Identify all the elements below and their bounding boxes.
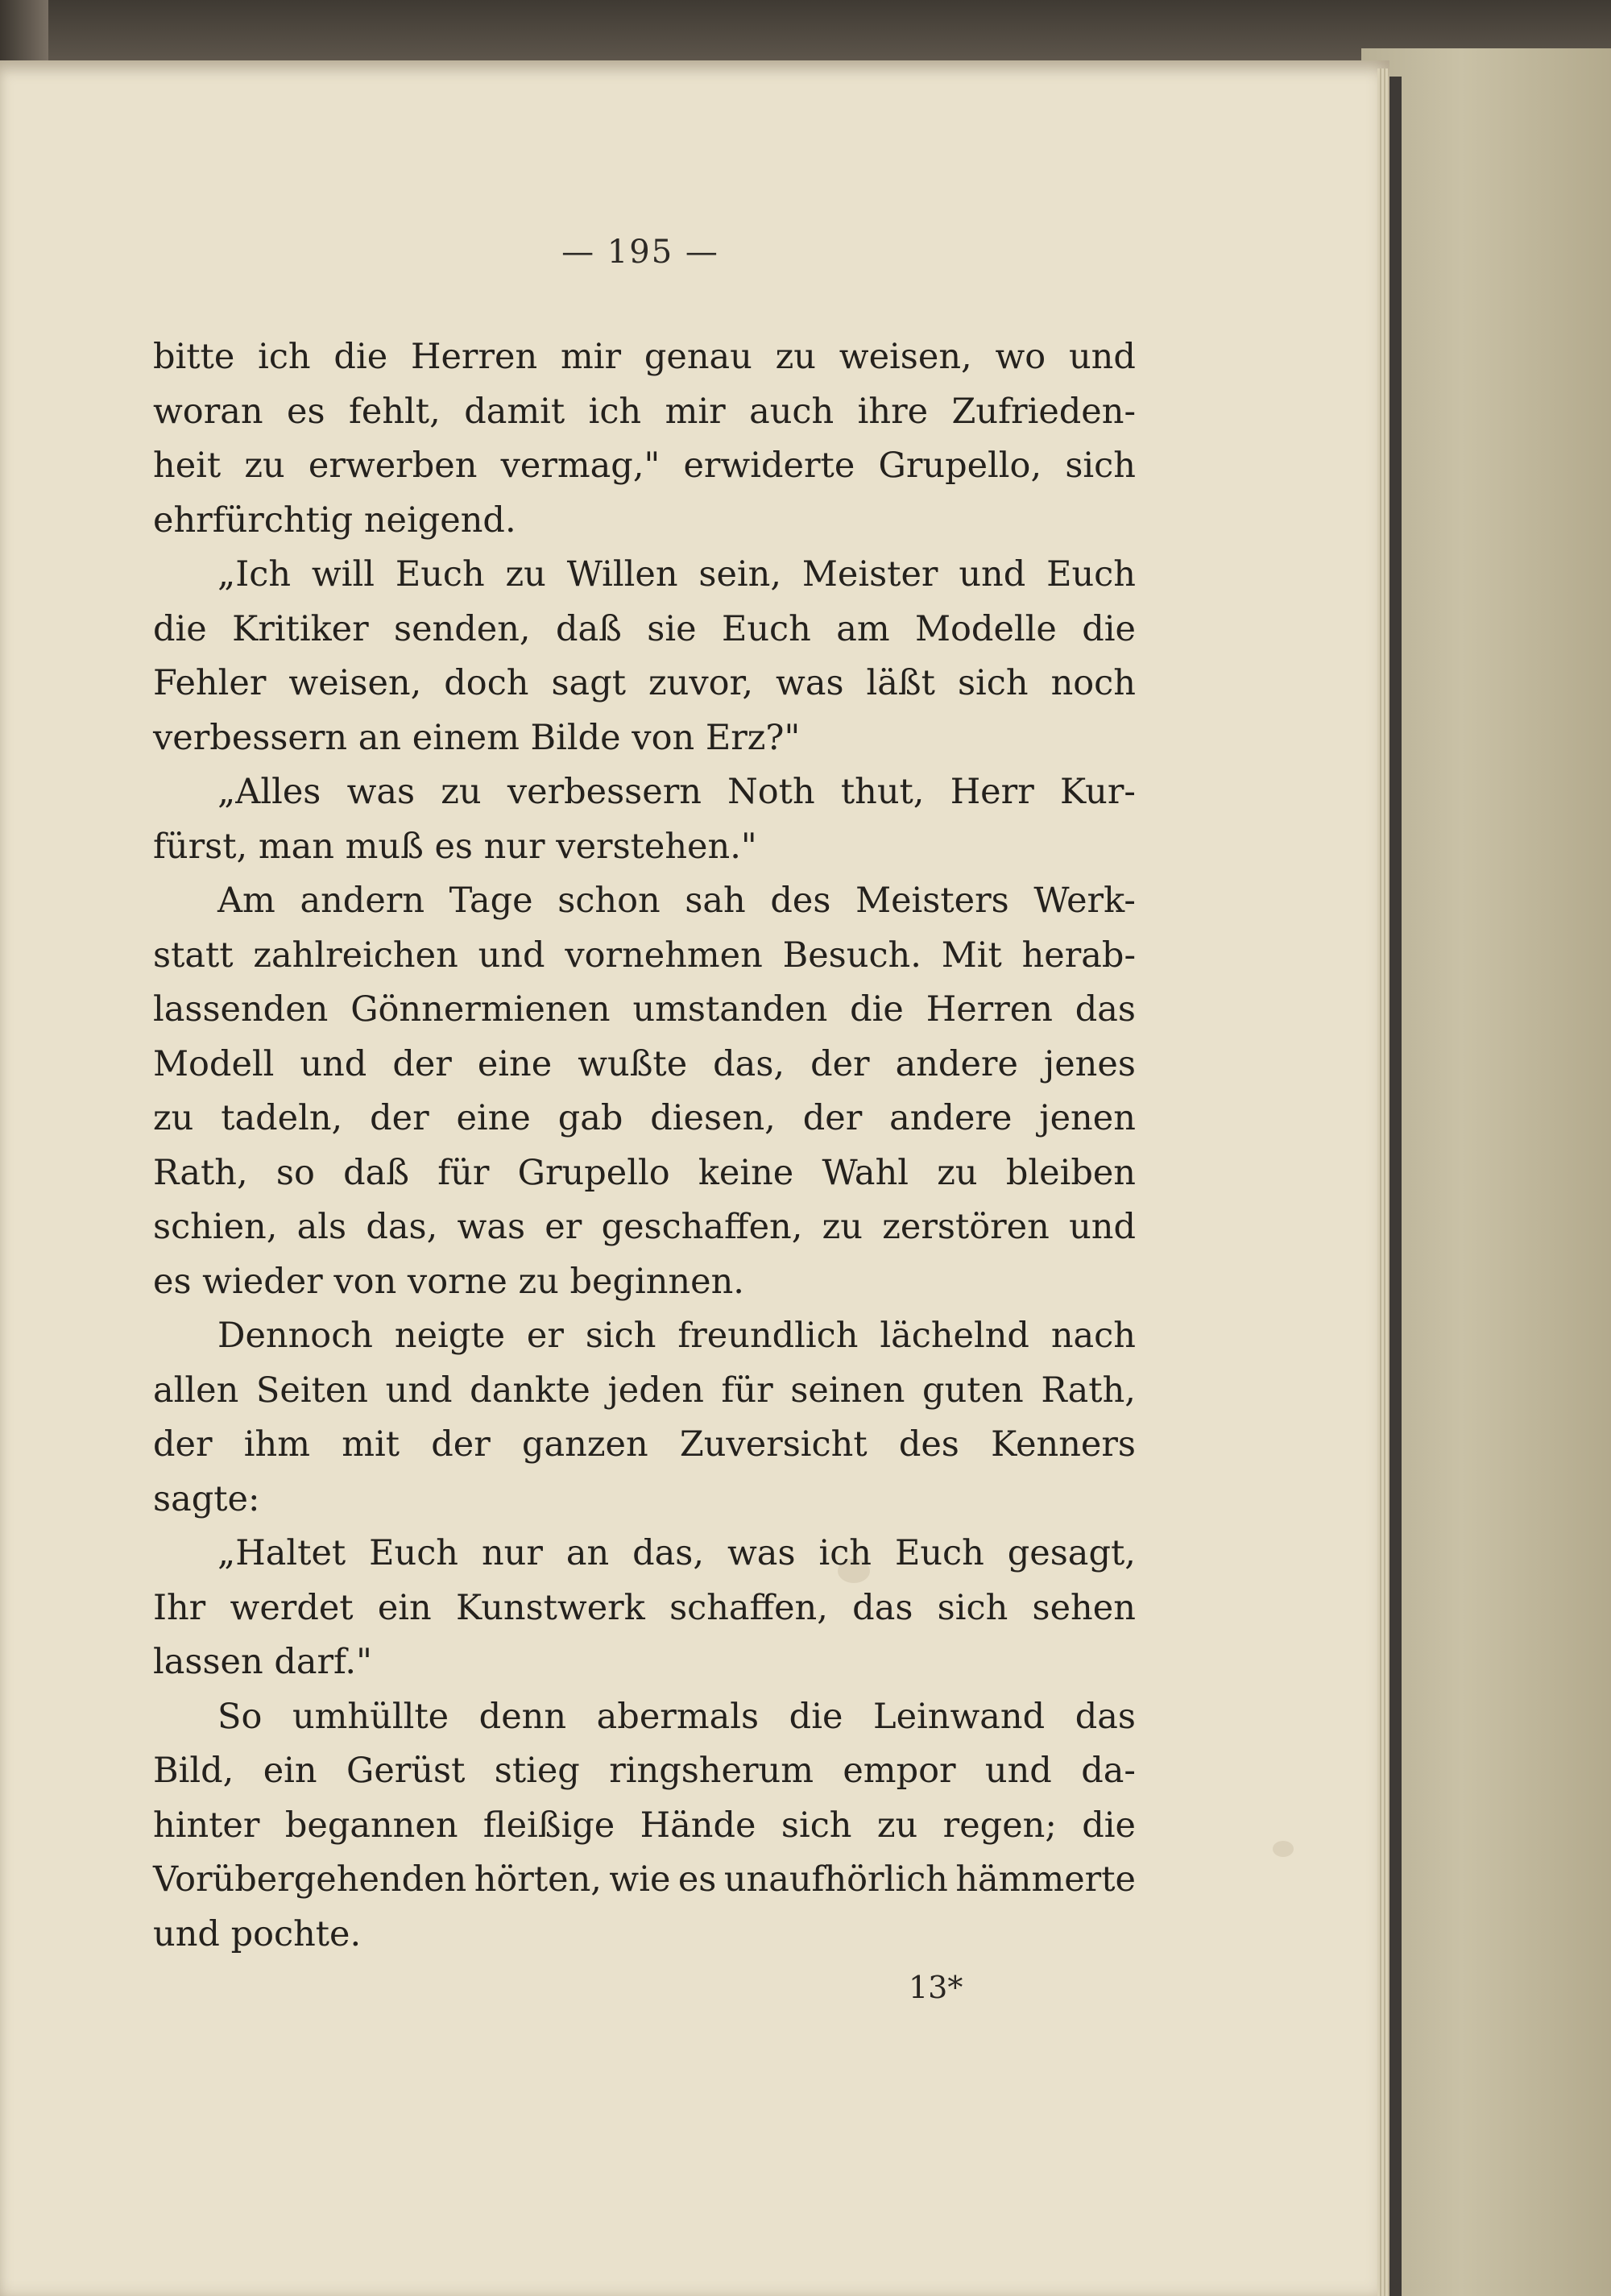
- word: der: [802, 1098, 863, 1138]
- word: begannen: [284, 1805, 458, 1846]
- word: lassenden: [153, 989, 329, 1030]
- word: Ihr: [153, 1587, 206, 1628]
- word: Zuversicht: [679, 1424, 868, 1465]
- word: Herren: [926, 989, 1053, 1030]
- word: ihm: [243, 1424, 310, 1465]
- word: und: [984, 1751, 1052, 1791]
- word: thut,: [840, 772, 925, 812]
- word: guten: [922, 1370, 1024, 1411]
- word: gesagt,: [1007, 1533, 1136, 1573]
- text-line: [153, 385, 1136, 440]
- word: zu: [876, 1805, 918, 1846]
- word: sein,: [698, 554, 782, 595]
- word: mir: [560, 337, 622, 377]
- paper-stain: [1273, 1841, 1294, 1857]
- word: umstanden: [632, 989, 828, 1030]
- body-text: [153, 330, 1136, 1962]
- word: das: [852, 1587, 913, 1628]
- word: die: [1082, 608, 1136, 649]
- word: Tage: [449, 881, 533, 921]
- word: zahlreichen: [253, 935, 458, 976]
- word: eine: [477, 1043, 553, 1084]
- text-line: [153, 874, 1136, 929]
- word: mit: [342, 1424, 400, 1465]
- word: das,: [632, 1533, 705, 1573]
- word: daß: [555, 608, 622, 649]
- word: andere: [895, 1043, 1018, 1084]
- word: Werk-: [1033, 881, 1136, 921]
- word: ich: [258, 337, 311, 377]
- word: er: [526, 1316, 564, 1356]
- word: Fehler: [153, 663, 267, 703]
- text-line: lassen darf.": [153, 1642, 372, 1682]
- text-line: [153, 1799, 1136, 1854]
- signature-mark: 13*: [909, 1970, 963, 2005]
- word: Herr: [950, 772, 1034, 812]
- word: des: [770, 881, 831, 921]
- word: für: [721, 1370, 773, 1411]
- word: zu: [775, 337, 816, 377]
- word: abermals: [596, 1696, 760, 1737]
- text-line: [153, 765, 1136, 820]
- word: ringsherum: [609, 1751, 814, 1791]
- word: die: [333, 337, 388, 377]
- word: lächelnd: [880, 1316, 1029, 1356]
- word: „Haltet: [217, 1533, 346, 1573]
- text-line: [153, 1038, 1136, 1092]
- text-line: [153, 1092, 1136, 1146]
- word: Gönnermienen: [350, 989, 611, 1030]
- word: das,: [713, 1043, 785, 1084]
- word: da-: [1081, 1751, 1136, 1791]
- page-number: — 195 —: [561, 234, 719, 271]
- word: so: [275, 1152, 315, 1193]
- word: Meisters: [855, 881, 1009, 921]
- word: Euch: [369, 1533, 458, 1573]
- word: mir: [665, 391, 726, 432]
- word: Meister: [801, 554, 938, 595]
- word: Vorübergehenden: [153, 1859, 467, 1900]
- word: nur: [481, 1533, 543, 1573]
- text-line: [153, 1581, 1136, 1636]
- word: ein: [377, 1587, 432, 1628]
- word: jenes: [1043, 1043, 1136, 1084]
- word: denn: [478, 1696, 567, 1737]
- word: was: [457, 1207, 526, 1247]
- word: ich: [588, 391, 642, 432]
- word: will: [311, 554, 375, 595]
- text-line: [153, 330, 1136, 385]
- word: andere: [889, 1098, 1013, 1138]
- word: Herren: [410, 337, 538, 377]
- word: daß: [343, 1152, 409, 1193]
- word: fleißige: [482, 1805, 615, 1846]
- word: noch: [1050, 663, 1136, 703]
- text-line: [153, 1418, 1136, 1473]
- word: Rath,: [1041, 1370, 1136, 1411]
- word: an: [565, 1533, 610, 1573]
- word: sie: [647, 608, 697, 649]
- word: Dennoch: [217, 1316, 373, 1356]
- word: sehen: [1032, 1587, 1136, 1628]
- word: vermag,": [500, 446, 661, 486]
- word: Euch: [395, 554, 485, 595]
- word: und: [300, 1043, 367, 1084]
- word: ein: [263, 1751, 317, 1791]
- word: es: [287, 391, 325, 432]
- word: ihre: [857, 391, 929, 432]
- text-line: [153, 1744, 1136, 1799]
- word: genau: [644, 337, 752, 377]
- word: läßt: [866, 663, 935, 703]
- word: zuvor,: [648, 663, 754, 703]
- text-line: verbessern an einem Bilde von Erz?": [153, 717, 801, 758]
- word: diesen,: [650, 1098, 776, 1138]
- text-line: [153, 439, 1136, 494]
- word: stieg: [494, 1751, 580, 1791]
- word: als: [296, 1207, 347, 1247]
- word: Modell: [153, 1043, 275, 1084]
- text-line: es wieder von vorne zu beginnen.: [153, 1261, 744, 1302]
- word: neigte: [394, 1316, 506, 1356]
- word: Am: [217, 881, 275, 921]
- word: gab: [557, 1098, 623, 1138]
- text-line: [153, 657, 1136, 711]
- word: die: [1082, 1805, 1136, 1846]
- text-line: [153, 1527, 1136, 1581]
- word: schon: [557, 881, 661, 921]
- word: zu: [937, 1152, 978, 1193]
- text-line: [153, 1200, 1136, 1255]
- word: Rath,: [153, 1152, 248, 1193]
- word: und: [385, 1370, 453, 1411]
- word: des: [898, 1424, 959, 1465]
- word: das,: [366, 1207, 438, 1247]
- text-line: [153, 983, 1136, 1038]
- word: zu: [822, 1207, 863, 1247]
- word: zu: [244, 446, 285, 486]
- word: Mit: [941, 935, 1002, 976]
- word: keine: [698, 1152, 794, 1193]
- word: dankte: [470, 1370, 590, 1411]
- word: die: [850, 989, 904, 1030]
- word: sah: [685, 881, 746, 921]
- word: Willen: [566, 554, 678, 595]
- word: woran: [153, 391, 263, 432]
- word: es: [677, 1859, 717, 1900]
- word: freundlich: [677, 1316, 859, 1356]
- word: zu: [505, 554, 546, 595]
- word: ganzen: [521, 1424, 648, 1465]
- word: die: [153, 608, 207, 649]
- word: regen;: [942, 1805, 1057, 1846]
- text-line: [153, 603, 1136, 657]
- word: die: [789, 1696, 843, 1737]
- word: jeden: [607, 1370, 704, 1411]
- word: tadeln,: [221, 1098, 343, 1138]
- word: das: [1075, 989, 1136, 1030]
- word: Euch: [894, 1533, 984, 1573]
- word: Wahl: [822, 1152, 909, 1193]
- word: senden,: [394, 608, 531, 649]
- word: sich: [781, 1805, 852, 1846]
- word: sich: [585, 1316, 656, 1356]
- word: hörten,: [474, 1859, 602, 1900]
- word: fehlt,: [348, 391, 441, 432]
- word: auch: [749, 391, 834, 432]
- word: und: [1069, 1207, 1136, 1247]
- word: Leinwand: [873, 1696, 1046, 1737]
- word: Kur-: [1059, 772, 1136, 812]
- word: der: [431, 1424, 491, 1465]
- word: empor: [843, 1751, 956, 1791]
- word: Zufrieden-: [951, 391, 1136, 432]
- word: hämmerte: [955, 1859, 1136, 1900]
- word: erwerben: [308, 446, 478, 486]
- word: wußte: [578, 1043, 688, 1084]
- text-line: [153, 548, 1136, 603]
- text-line: [153, 1690, 1136, 1745]
- word: der: [810, 1043, 870, 1084]
- word: wo: [995, 337, 1046, 377]
- text-line: fürst, man muß es nur verstehen.": [153, 826, 757, 867]
- word: doch: [444, 663, 529, 703]
- word: Noth: [727, 772, 815, 812]
- word: wie: [609, 1859, 671, 1900]
- word: Kenners: [991, 1424, 1136, 1465]
- word: allen: [153, 1370, 239, 1411]
- word: sich: [1065, 446, 1136, 486]
- word: verbessern: [507, 772, 702, 812]
- word: zerstören: [882, 1207, 1050, 1247]
- word: So: [217, 1696, 263, 1737]
- word: herab-: [1021, 935, 1136, 976]
- word: Kunstwerk: [456, 1587, 645, 1628]
- word: damit: [464, 391, 565, 432]
- word: was: [346, 772, 416, 812]
- word: hinter: [153, 1805, 260, 1846]
- word: statt: [153, 935, 234, 976]
- word: Bild,: [153, 1751, 234, 1791]
- word: jenen: [1039, 1098, 1136, 1138]
- word: seinen: [790, 1370, 905, 1411]
- word: der: [370, 1098, 429, 1138]
- word: zu: [153, 1098, 194, 1138]
- text-line: sagte:: [153, 1478, 260, 1519]
- word: Euch: [721, 608, 811, 649]
- word: schaffen,: [669, 1587, 828, 1628]
- text-line: ehrfürchtig neigend.: [153, 499, 516, 541]
- word: heit: [153, 446, 222, 486]
- word: der: [153, 1424, 213, 1465]
- word: für: [437, 1152, 490, 1193]
- word: schien,: [153, 1207, 278, 1247]
- word: Modelle: [915, 608, 1057, 649]
- word: und: [478, 935, 545, 976]
- word: Hände: [640, 1805, 756, 1846]
- word: eine: [456, 1098, 531, 1138]
- word: Grupello,: [878, 446, 1042, 486]
- word: bleiben: [1005, 1152, 1136, 1193]
- word: unaufhörlich: [723, 1859, 948, 1900]
- word: was: [776, 663, 844, 703]
- word: Grupello: [517, 1152, 670, 1193]
- text-line: [153, 1364, 1136, 1419]
- text-line: [153, 1853, 1136, 1908]
- word: und: [959, 554, 1026, 595]
- word: das: [1075, 1696, 1136, 1737]
- word: „Ich: [217, 554, 292, 595]
- word: sagt: [551, 663, 626, 703]
- word: sich: [937, 1587, 1008, 1628]
- word: Besuch.: [782, 935, 921, 976]
- word: werdet: [230, 1587, 354, 1628]
- word: und: [1068, 337, 1136, 377]
- word: weisen,: [839, 337, 972, 377]
- word: Seiten: [255, 1370, 368, 1411]
- word: weisen,: [288, 663, 422, 703]
- word: Gerüst: [346, 1751, 466, 1791]
- word: zu: [441, 772, 482, 812]
- word: „Alles: [217, 772, 321, 812]
- word: Kritiker: [232, 608, 369, 649]
- word: ich: [818, 1533, 872, 1573]
- page-edges: [1377, 68, 1389, 2296]
- word: bitte: [153, 337, 235, 377]
- word: umhüllte: [292, 1696, 449, 1737]
- word: er: [545, 1207, 582, 1247]
- word: erwiderte: [683, 446, 855, 486]
- word: geschaffen,: [601, 1207, 803, 1247]
- word: andern: [300, 881, 425, 921]
- word: sich: [957, 663, 1029, 703]
- word: was: [727, 1533, 796, 1573]
- text-line: [153, 929, 1136, 984]
- text-line: und pochte.: [153, 1913, 362, 1954]
- word: am: [836, 608, 890, 649]
- word: vornehmen: [565, 935, 763, 976]
- word: Euch: [1046, 554, 1136, 595]
- word: nach: [1050, 1316, 1136, 1356]
- word: der: [392, 1043, 452, 1084]
- text-line: [153, 1309, 1136, 1364]
- text-line: [153, 1146, 1136, 1201]
